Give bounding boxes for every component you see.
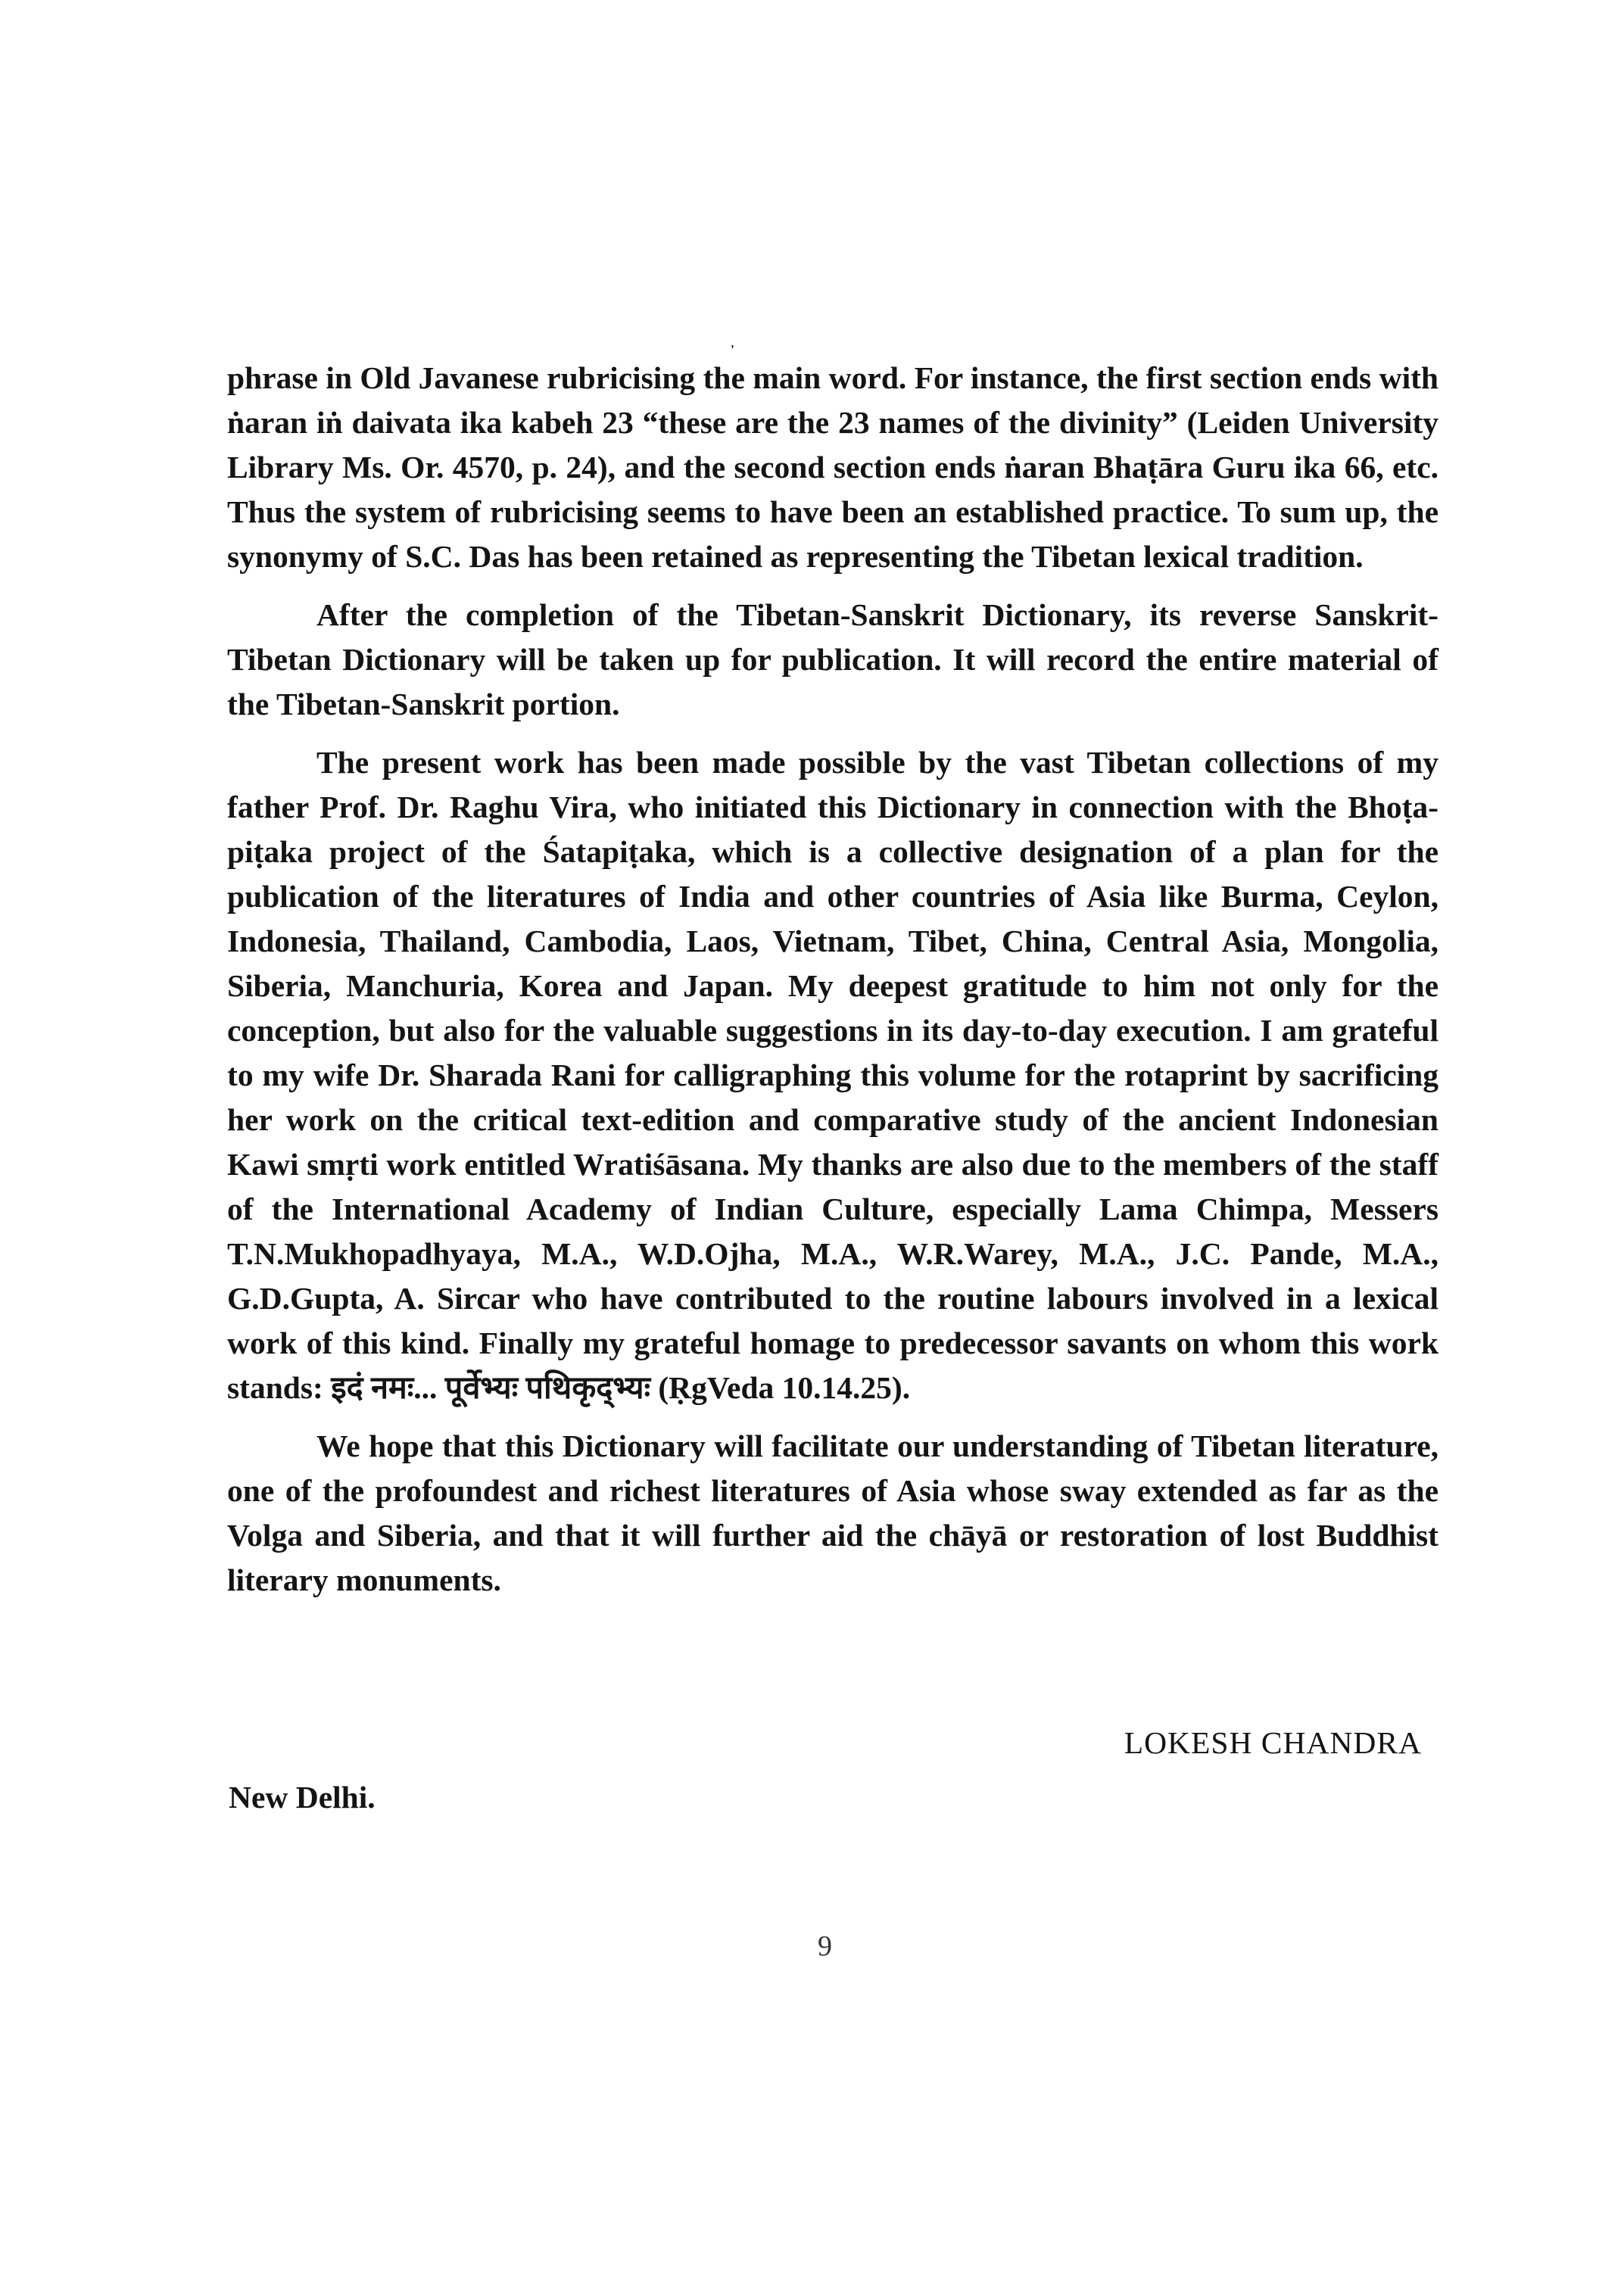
page-number: 9 [818,1930,832,1962]
paragraph-acknowledgements: The present work has been made possible by the vast Tibetan collections of my father Prof. Dr. Raghu Vira, who initiated this Dictionary in connection with the Bhoṭa-piṭaka project of the Śatapiṭaka, which is a collective designation of a plan for the publication of the literatures of India and other countries of Asia like Burma, Ceylon, Indonesia, Thailand, Cambodia, Laos, Vietnam, Tibet, China, Central Asia, Mongolia, Siberia, Manchuria, Korea and Japan. My deepest gratitude to him not only for the conception, but also for the valuable suggestions in its day-to-day execution. I am grateful to my wife Dr. Sharada Rani for calligraphing this volume for the rotaprint by sacrificing her work on the critical text-edition and comparative study of the ancient Indonesian Kawi smṛti work entitled Wratiśāsana. My thanks are also due to the members of the staff of the International Academy of Indian Culture, especially Lama Chimpa, Messers T.N.Mukhopadhyaya, M.A., W.D.Ojha, M.A., W.R.Warey, M.A., J.C. Pande, M.A., G.D.Gupta, A. Sircar who have contributed to the routine labours involved in a lexical work of this kind. Finally my grateful homage to predecessor savants on whom this work stands: इदं नमः... पूर्वेभ्यः पथिकृद्भ्यः (ṚgVeda 10.14.25). [227,745,1439,1405]
author-signature: LOKESH CHANDRA [1124,1725,1422,1760]
paragraph-reverse-dictionary: After the completion of the Tibetan-Sanskrit Dictionary, its reverse Sanskrit-Tibetan Dictionary will be taken up for publication. It will record the entire material of the Tibetan-Sanskrit portion. [227,597,1439,721]
body-text [227,356,1439,1603]
paragraph-hope: We hope that this Dictionary will facilitate our understanding of Tibetan literature, one of the profoundest and richest literatures of Asia whose sway extended as far as the Volga and Siberia, and that it will further aid the chāyā or restoration of lost Buddhist literary monuments. [227,1428,1439,1597]
paragraph-rubricising: phrase in Old Javanese rubricising the main word. For instance, the first section ends with ṅaran iṅ daivata ika kabeh 23 “these are the 23 names of the divinity” (Leiden University Library Ms. Or. 4570, p. 24), and the second section ends ṅaran Bhaṭāra Guru ika 66, etc. Thus the system of rubricising seems to have been an established practice. To sum up, the synonymy of S.C. Das has been retained as representing the Tibetan lexical tradition. [227,360,1439,574]
stray-mark: ' [731,342,735,357]
place-line: New Delhi. [229,1780,376,1815]
